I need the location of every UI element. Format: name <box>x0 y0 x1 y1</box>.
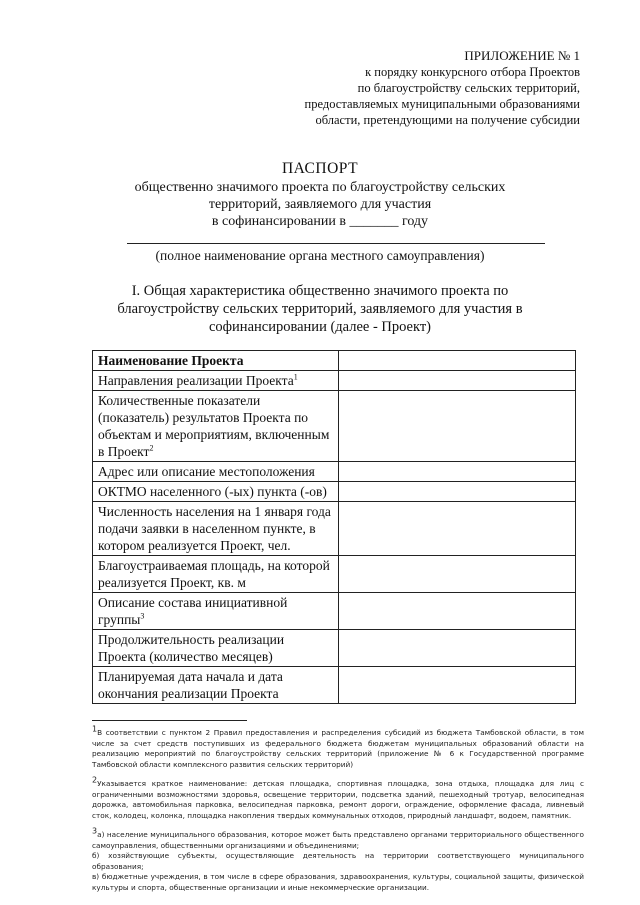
row-value-cell[interactable] <box>339 593 576 630</box>
passport-line: общественно значимого проекта по благоустройству сельских <box>134 180 506 195</box>
appendix-line: области, претендующими на получение субсидии <box>315 113 580 127</box>
table-row <box>93 630 576 667</box>
section-title-line: софинансировании (далее - Проект) <box>208 319 432 335</box>
row-label: Численность населения на 1 января года подачи заявки в населенном пункте, в котором реализуется Проект, чел. <box>93 502 339 556</box>
appendix-title: ПРИЛОЖЕНИЕ № 1 <box>464 48 580 63</box>
row-label: Направления реализации Проекта$^1$ <box>93 371 339 391</box>
row-value-cell[interactable] <box>339 462 576 482</box>
appendix-line: по благоустройству сельских территорий, <box>357 81 580 95</box>
footnote-2: $^2$Указывается краткое наименование: детская площадка, спортивная площадка, зона отдыха, площадка для лиц с ограниченными возможностями здоровья, освещение территории, подсветка зданий, пешеходный тротуар, велосипедная дорожка, автомобильная парковка, велосипедная парковка, ремонт дороги, ограждение, оформление фасада, ливневый сток, колодец, колонка, площадка накопления твердых коммунальных отходов, природный ландшафт, водоем, памятник. <box>92 775 584 820</box>
row-label: Адрес или описание местоположения <box>93 462 339 482</box>
appendix-line: предоставляемых муниципальными образованиями <box>304 97 580 111</box>
row-value-cell[interactable] <box>339 482 576 502</box>
footnote-ref: 1 <box>293 372 298 382</box>
row-value-cell[interactable] <box>339 351 576 371</box>
footnote-3c: в) бюджетные учреждения, в том числе в сфере образования, здравоохранения, культуры, социальной защиты, физической культуры и спорта, общественные организации и иные некоммерческие организации. <box>92 872 584 892</box>
table-row <box>93 371 576 391</box>
row-label: Благоустраиваемая площадь, на которой реализуется Проект, кв. м <box>93 556 339 593</box>
table-row <box>93 482 576 502</box>
appendix-line: к порядку конкурсного отбора Проектов <box>365 65 580 79</box>
table-row <box>93 462 576 482</box>
passport-heading: ПАСПОРТ <box>281 160 359 177</box>
footnotes <box>92 724 584 893</box>
passport-line: в софинансировании в _______ году <box>211 214 429 229</box>
row-label: Продолжительность реализации Проекта (количество месяцев) <box>93 630 339 667</box>
row-value-cell[interactable] <box>339 667 576 704</box>
appendix-header <box>250 48 580 128</box>
row-label: Количественные показатели (показатель) результатов Проекта по объектам и мероприятиям, включенным в Проект$^2$ <box>93 391 339 462</box>
table-row <box>93 667 576 704</box>
footnote-ref: 2 <box>149 443 154 453</box>
section-title-line: благоустройству сельских территорий, заявляемого для участия в <box>117 301 523 317</box>
row-value-cell[interactable] <box>339 556 576 593</box>
footnote-separator <box>92 720 247 721</box>
table-row <box>93 351 576 371</box>
footnote-1: $^1$В соответствии с пунктом 2 Правил предоставления и распределения субсидий из бюджета Тамбовской области, в том числе за счет средств поступивших из федерального бюджета бюджетам муниципальных образований области на реализацию мероприятий по благоустройству сельских территорий (приложение № 6 к Государственной программе Тамбовской области комплексного развития сельских территорий) <box>92 724 584 769</box>
row-value-cell[interactable] <box>339 391 576 462</box>
section-title <box>100 282 540 336</box>
passport-title-block <box>90 160 550 230</box>
row-value-cell[interactable] <box>339 371 576 391</box>
row-value-cell[interactable] <box>339 502 576 556</box>
org-name-label: (полное наименование органа местного самоуправления) <box>155 248 485 263</box>
table-row <box>93 556 576 593</box>
passport-line: территорий, заявляемого для участия <box>208 197 432 212</box>
row-label: ОКТМО населенного (-ых) пункта (-ов) <box>93 482 339 502</box>
table-row <box>93 593 576 630</box>
footnote-ref: 3 <box>140 611 145 621</box>
project-table <box>92 350 576 704</box>
row-label: Описание состава инициативной группы$^3$ <box>93 593 339 630</box>
row-label: Наименование Проекта <box>93 351 339 371</box>
table-row <box>93 502 576 556</box>
section-title-line: I. Общая характеристика общественно значимого проекта по <box>131 283 509 299</box>
footnote-3a: $^3$а) население муниципального образования, которое может быть представлено органами территориального общественного самоуправления, общественными организациями и объединениями; <box>92 826 584 850</box>
row-value-cell[interactable] <box>339 630 576 667</box>
org-name-underline <box>127 243 545 244</box>
row-label: Планируемая дата начала и дата окончания реализации Проекта <box>93 667 339 704</box>
footnote-3b: б) хозяйствующие субъекты, осуществляющие деятельность на территории соответствующего муниципального образования; <box>92 851 584 871</box>
table-row <box>93 391 576 462</box>
